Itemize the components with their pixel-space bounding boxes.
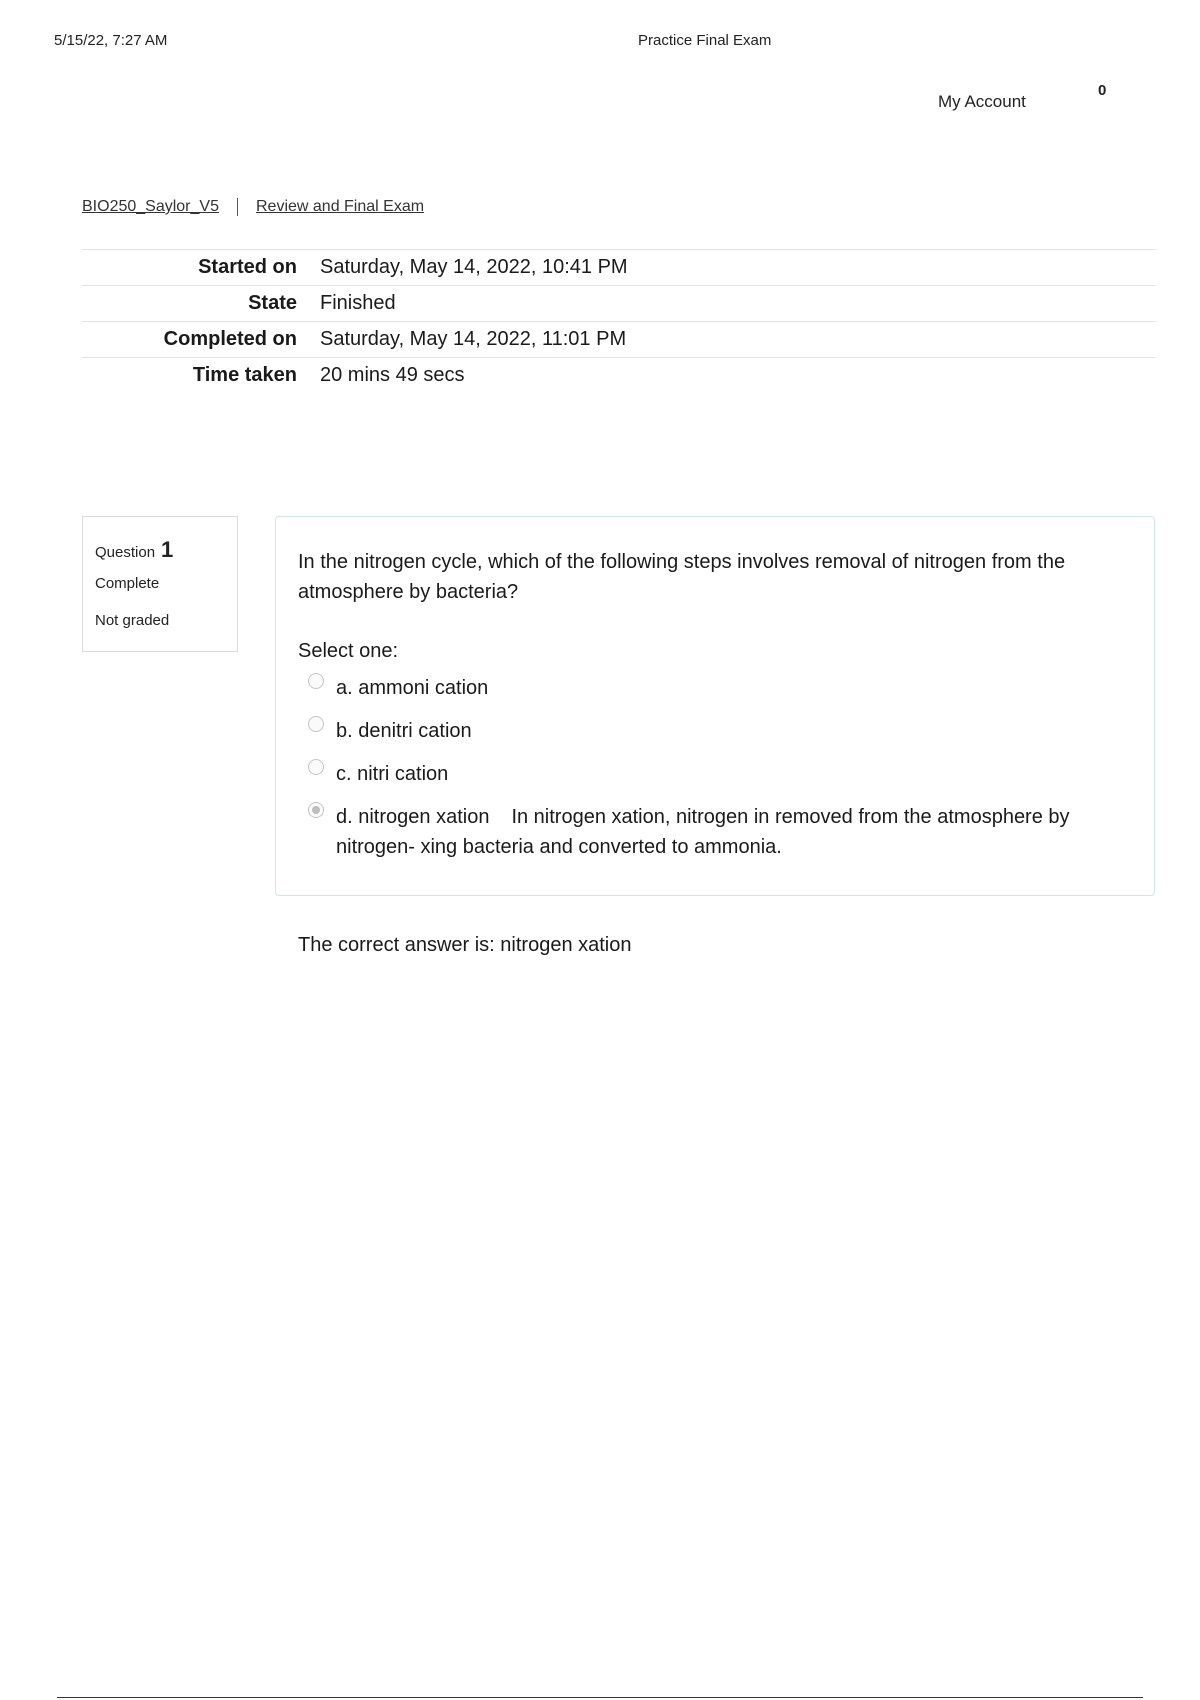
radio-button-b[interactable] [308,716,324,732]
answer-option-b[interactable] [298,716,1096,746]
summary-row-time [82,358,1156,393]
radio-button-d-selected[interactable] [308,802,324,818]
account-bar [0,82,1200,112]
breadcrumb-separator [237,198,238,216]
time-taken-value: 20 mins 49 secs [320,364,465,386]
select-one-prompt: Select one: [298,640,399,662]
print-date: 5/15/22, 7:27 AM [54,32,168,49]
radio-button-c[interactable] [308,759,324,775]
completed-on-label: Completed on [163,328,297,350]
print-header [0,32,1200,52]
answer-list [298,673,1132,862]
my-account-link[interactable]: My Account [938,92,1026,111]
question-grade: Not graded [95,612,170,629]
answer-option-c[interactable] [298,759,1096,789]
question-info-box [82,516,238,652]
question-text: In the nitrogen cycle, which of the following steps involves removal of nitrogen from the atmosphere by bacteria? [298,551,1066,603]
breadcrumb-course-link[interactable]: BIO250_Saylor_V5 [82,198,219,215]
answer-label-a: a. ammoni cation [336,677,489,699]
question-number-value: 1 [161,537,174,562]
question-state: Complete [95,575,160,592]
answer-label-c: c. nitri cation [336,763,449,785]
answer-option-d[interactable] [298,802,1096,862]
question-label: Question [95,544,156,561]
notification-count-badge[interactable]: 0 [1098,82,1107,99]
footer-divider [57,1697,1143,1698]
radio-button-a[interactable] [308,673,324,689]
answer-feedback-d: In nitrogen xation, nitrogen in removed from the atmosphere by nitrogen- xing bacteria and converted to ammonia. [336,806,1070,858]
answer-option-a[interactable] [298,673,1096,703]
state-value: Finished [320,292,396,314]
breadcrumb [82,198,424,216]
breadcrumb-section-link[interactable]: Review and Final Exam [255,198,425,215]
answer-label-d: d. nitrogen xation [336,806,490,828]
summary-row-state [82,286,1156,322]
question-number [95,537,237,563]
summary-row-started [82,250,1156,286]
correct-answer-text: The correct answer is: nitrogen xation [298,934,632,956]
attempt-summary-table [82,249,1156,393]
answer-label-b: b. denitri cation [336,720,472,742]
started-on-label: Started on [198,256,297,278]
completed-on-value: Saturday, May 14, 2022, 11:01 PM [320,328,627,350]
summary-row-completed [82,322,1156,358]
question-content-box [275,516,1155,896]
time-taken-label: Time taken [192,364,297,386]
started-on-value: Saturday, May 14, 2022, 10:41 PM [320,256,628,278]
state-label: State [248,292,297,314]
print-title: Practice Final Exam [638,32,772,49]
